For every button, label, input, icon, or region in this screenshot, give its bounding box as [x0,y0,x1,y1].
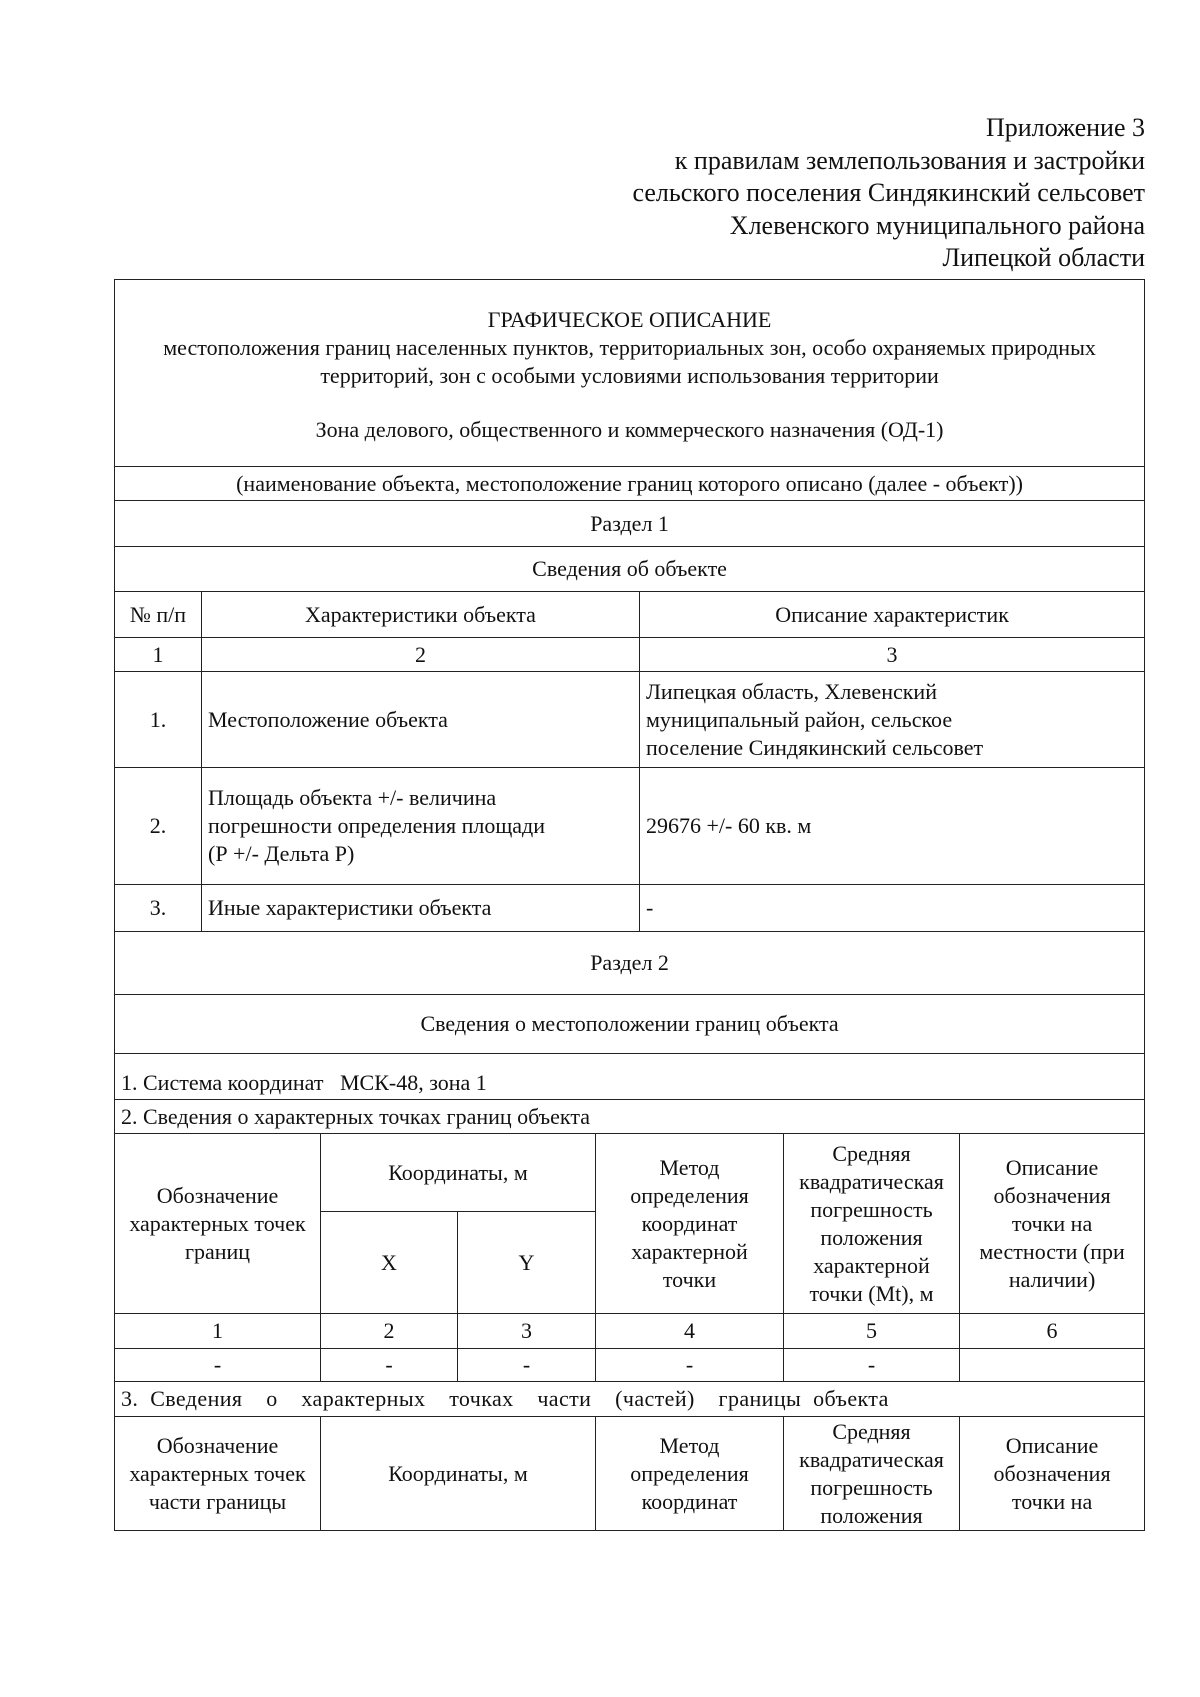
graphic-description-table [114,279,1145,1531]
document-subtitle: местоположения границ населенных пунктов, территориальных зон, особо охраняемых природных [163,335,1096,360]
row-description: 29676 +/- 60 кв. м [640,768,1145,885]
table-cell: - [784,1349,960,1382]
header-part-method: Метод определения координат [596,1417,784,1531]
section1-subtitle: Сведения об объекте [115,547,1145,592]
row-number: 3. [115,885,202,932]
table-row [115,768,1145,885]
column-number: 2 [202,638,640,672]
appendix-line: Липецкой области [942,243,1145,272]
document-subtitle: территорий, зон с особыми условиями использования территории [320,363,939,388]
coordinate-system: 1. Система координат МСК-48, зона 1 [115,1054,1145,1100]
header-method: Метод определения координат характерной точки [596,1134,784,1314]
column-header-description: Описание характеристик [640,592,1145,638]
header-part-designation: Обозначение характерных точек части границы [115,1417,321,1531]
column-header-number: № п/п [115,592,202,638]
section1-title: Раздел 1 [115,501,1145,547]
header-part-coordinates: Координаты, м [321,1417,596,1531]
table-cell: - [321,1349,458,1382]
column-number: 4 [596,1314,784,1349]
header-part-error: Средняя квадратическая погрешность положения [784,1417,960,1531]
header-description: Описание обозначения точки на местности (при наличии) [960,1134,1145,1314]
table-row [115,672,1145,768]
table-row [115,885,1145,932]
document-heading-cell [115,280,1145,467]
column-number: 6 [960,1314,1145,1349]
row-description: - [640,885,1145,932]
table-cell: - [458,1349,596,1382]
row-characteristic: Иные характеристики объекта [202,885,640,932]
row-number: 1. [115,672,202,768]
row-characteristic: Площадь объекта +/- величина погрешности определения площади (Р +/- Дельта Р) [202,768,640,885]
section2-subtitle: Сведения о местоположении границ объекта [115,995,1145,1054]
appendix-line: к правилам землепользования и застройки [674,145,1145,175]
object-name: Зона делового, общественного и коммерческого назначения (ОД-1) [315,417,944,442]
appendix-line: Хлевенского муниципального района [729,210,1145,240]
header-part-description: Описание обозначения точки на [960,1417,1145,1531]
column-number: 1 [115,638,202,672]
table-row [115,1349,1145,1382]
row-description: Липецкая область, Хлевенский муниципальный район, сельское поселение Синдякинский сельсовет [640,672,1145,768]
column-number: 3 [640,638,1145,672]
object-caption: (наименование объекта, местоположение границ которого описано (далее - объект)) [115,467,1145,501]
appendix-header [633,112,1145,275]
column-number: 2 [321,1314,458,1349]
column-number: 5 [784,1314,960,1349]
column-number: 1 [115,1314,321,1349]
appendix-line: сельского поселения Синдякинский сельсовет [632,178,1145,207]
appendix-line: Приложение 3 [985,113,1145,142]
header-x: X [321,1212,458,1314]
header-error: Средняя квадратическая погрешность положения характерной точки (Mt), м [784,1134,960,1314]
header-coordinates: Координаты, м [321,1134,596,1212]
document-title: ГРАФИЧЕСКОЕ ОПИСАНИЕ [487,307,772,332]
row-number: 2. [115,768,202,885]
row-characteristic: Местоположение объекта [202,672,640,768]
table-cell: - [115,1349,321,1382]
column-number: 3 [458,1314,596,1349]
parts-title: 3. Сведения о характерных точках части (частей) границы объекта [115,1382,1145,1417]
column-header-characteristic: Характеристики объекта [202,592,640,638]
table-cell [960,1349,1145,1382]
header-y: Y [458,1212,596,1314]
table-cell: - [596,1349,784,1382]
section2-title: Раздел 2 [115,932,1145,995]
header-point-designation: Обозначение характерных точек границ [115,1134,321,1314]
points-title: 2. Сведения о характерных точках границ объекта [115,1100,1145,1134]
